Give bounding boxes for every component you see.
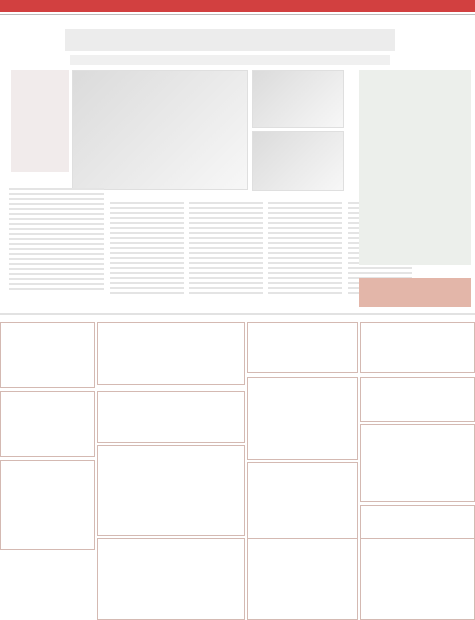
masthead-divider bbox=[0, 14, 475, 15]
intro-box bbox=[11, 70, 69, 172]
notice-5 bbox=[0, 391, 95, 457]
notice-divider bbox=[0, 313, 475, 315]
notice-12 bbox=[360, 424, 475, 502]
traffic-notice-1 bbox=[97, 538, 245, 620]
traffic-notice-2 bbox=[247, 538, 358, 620]
notice-3 bbox=[247, 322, 358, 373]
masthead-bar bbox=[0, 0, 475, 12]
notice-7 bbox=[247, 377, 358, 460]
banner-ad bbox=[359, 278, 471, 307]
notice-6 bbox=[97, 391, 245, 443]
article-col-4 bbox=[268, 202, 342, 297]
notice-10 bbox=[97, 445, 245, 536]
exhibit-photo-top bbox=[252, 70, 344, 128]
children-photo bbox=[72, 70, 248, 190]
notice-2 bbox=[97, 322, 245, 385]
article-col-3 bbox=[189, 202, 263, 297]
article-col-2 bbox=[110, 202, 184, 297]
notice-9 bbox=[0, 460, 95, 550]
headline-block bbox=[65, 29, 395, 51]
qr-sidebar bbox=[359, 70, 471, 265]
notice-4 bbox=[360, 322, 475, 373]
exhibit-photo-bottom bbox=[252, 131, 344, 191]
article-col-1 bbox=[9, 188, 104, 290]
traffic-notice-3 bbox=[360, 538, 475, 620]
notice-8 bbox=[360, 377, 475, 422]
notice-1 bbox=[0, 322, 95, 388]
subheadline-block bbox=[70, 55, 390, 65]
